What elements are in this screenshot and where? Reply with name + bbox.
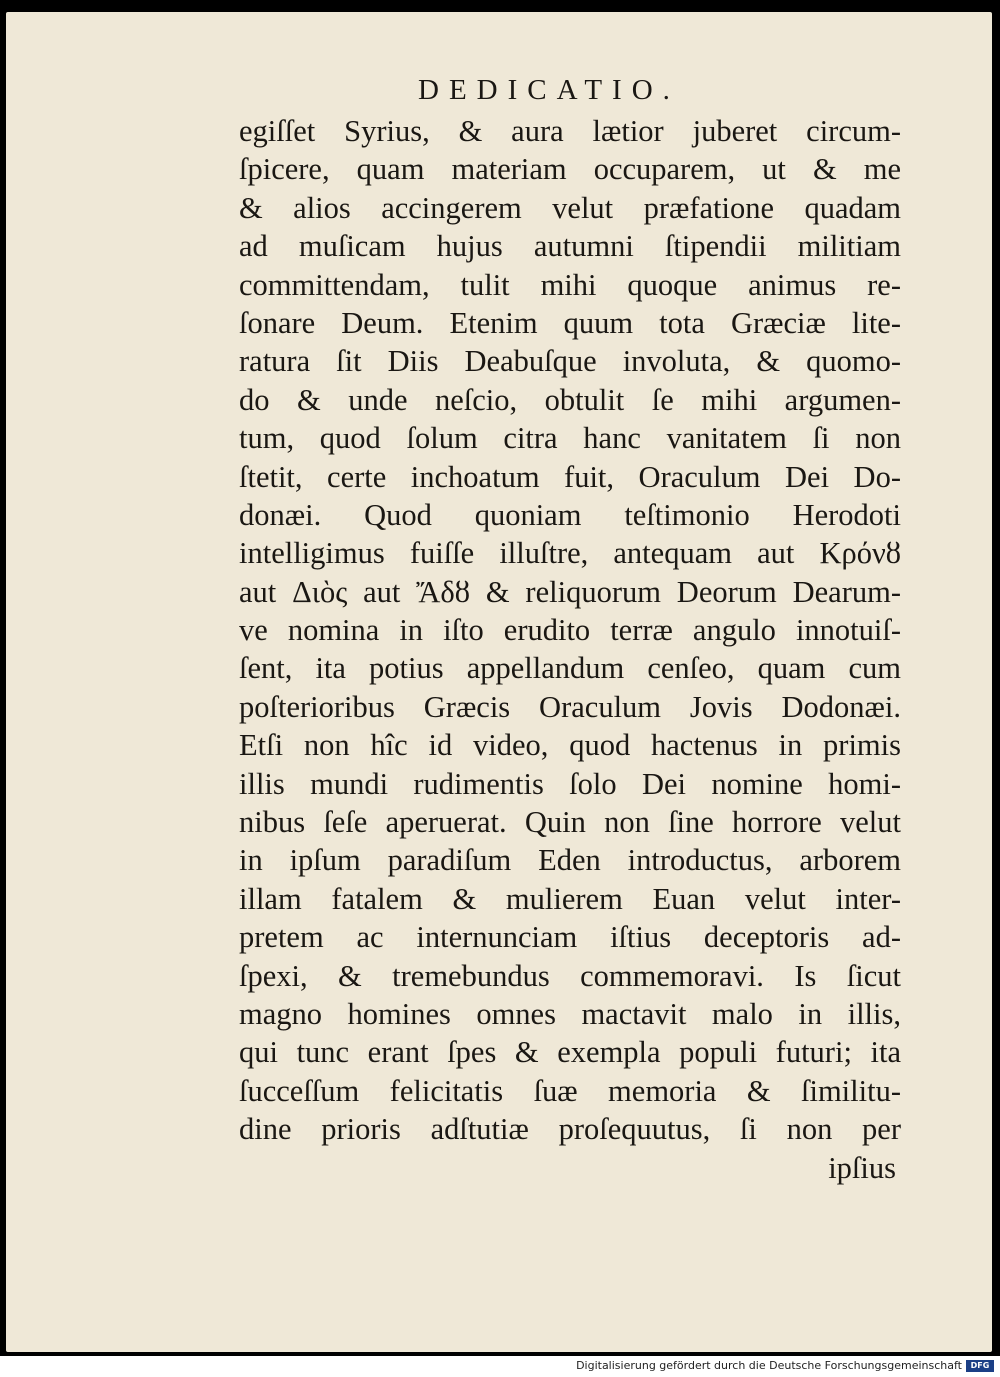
book-page [6,12,992,1352]
text-line: intelligimus fuiſſe illuſtre, antequam aut Κρόνȣ [239,536,901,571]
text-line: donæi. Quod quoniam teſtimonio Herodoti [239,497,901,532]
text-line: illam fatalem & mulierem Euan velut inter- [239,881,901,916]
text-line: do & unde neſcio, obtulit ſe mihi argumen- [239,382,901,417]
text-line: ſpexi, & tremebundus commemoravi. Is ſicut [239,958,901,993]
text-line: Etſi non hîc id video, quod hactenus in primis [239,728,901,763]
text-line: poſterioribus Græcis Oraculum Jovis Dodonæi. [239,689,901,724]
text-line: committendam, tulit mihi quoque animus re- [239,267,901,302]
text-line: ratura ſit Diis Deabuſque involuta, & quomo- [239,344,901,379]
digitization-footer [0,1356,1000,1377]
body-text [239,112,901,1187]
running-head: DEDICATIO. [418,74,680,106]
text-line: & alios accingerem velut præfatione quadam [239,190,901,225]
text-line: nibus ſeſe aperuerat. Quin non ſine horrore velut [239,805,901,840]
dfg-logo: DFG [966,1360,994,1372]
text-line: aut Διὸς aut Ἄδȣ & reliquorum Deorum Dearum- [239,574,901,609]
catchword: ipſius [828,1150,896,1185]
text-line: in ipſum paradiſum Eden introductus, arborem [239,843,901,878]
text-line: dine prioris adſtutiæ proſequutus, ſi non per [239,1112,901,1147]
text-line: qui tunc erant ſpes & exempla populi futuri; ita [239,1035,901,1070]
footer-credit: Digitalisierung gefördert durch die Deutsche Forschungsgemeinschaft [576,1359,962,1372]
text-line: tum, quod ſolum citra hanc vanitatem ſi non [239,421,901,456]
text-line: ſucceſſum felicitatis ſuæ memoria & ſimilitu- [239,1073,901,1108]
text-line: egiſſet Syrius, & aura lætior juberet circum- [239,114,901,148]
text-line: ve nomina in iſto erudito terræ angulo innotuiſ- [239,613,901,648]
text-line: ſpicere, quam materiam occuparem, ut & me [239,152,901,187]
text-line: ſtetit, certe inchoatum fuit, Oraculum Dei Do- [239,459,901,494]
text-line: pretem ac internunciam iſtius deceptoris ad- [239,920,901,955]
text-line: magno homines omnes mactavit malo in illis, [239,996,901,1031]
text-line: ad muſicam hujus autumni ſtipendii militiam [239,229,901,264]
text-line: ſent, ita potius appellandum cenſeo, quam cum [239,651,901,686]
text-line: ſonare Deum. Etenim quum tota Græciæ lite- [239,305,901,340]
text-line: illis mundi rudimentis ſolo Dei nomine homi- [239,766,901,801]
